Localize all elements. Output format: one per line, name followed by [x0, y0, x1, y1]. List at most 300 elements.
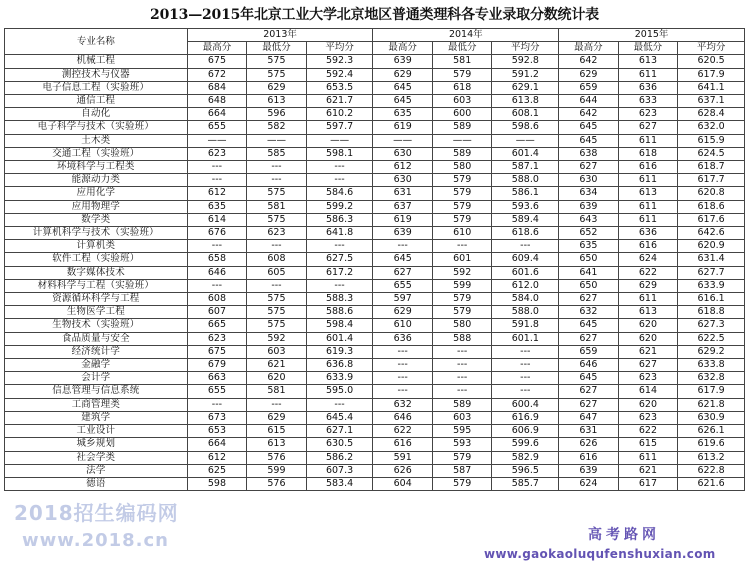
score-cell: 585 [247, 147, 307, 160]
score-cell: --- [247, 240, 307, 253]
score-cell: 627 [618, 359, 678, 372]
score-cell: 615 [247, 425, 307, 438]
score-cell: 625 [187, 464, 247, 477]
score-cell: 627 [559, 385, 619, 398]
score-cell: 645 [559, 319, 619, 332]
score-cell: 637.1 [678, 95, 745, 108]
table-row [5, 200, 745, 213]
score-cell: 611 [618, 134, 678, 147]
score-cell: 619.6 [678, 438, 745, 451]
score-cell: 601.6 [492, 266, 559, 279]
score-cell: 592 [432, 266, 492, 279]
score-cell: 616 [618, 240, 678, 253]
score-cell: 575 [247, 68, 307, 81]
score-cell: 600.4 [492, 398, 559, 411]
score-cell: 575 [247, 55, 307, 68]
score-cell: 592 [247, 332, 307, 345]
score-cell: 620.9 [678, 240, 745, 253]
score-cell: 627.1 [306, 425, 373, 438]
score-cell: 582.9 [492, 451, 559, 464]
score-cell: 588.0 [492, 306, 559, 319]
score-cell: --- [432, 345, 492, 358]
score-cell: 642 [559, 55, 619, 68]
score-cell: --- [373, 359, 433, 372]
score-cell: 627 [559, 293, 619, 306]
score-cell: 626 [559, 438, 619, 451]
score-cell: 576 [247, 451, 307, 464]
score-cell: 612.0 [492, 279, 559, 292]
watermark-text: 2018招生编码网 [14, 501, 179, 525]
score-cell: 645 [373, 95, 433, 108]
score-cell: 611 [618, 213, 678, 226]
score-cell: 611 [618, 68, 678, 81]
major-name-cell: 土木类 [5, 134, 188, 147]
score-cell: 607 [187, 306, 247, 319]
score-cell: --- [247, 161, 307, 174]
score-cell: 582 [247, 121, 307, 134]
score-cell: 588.0 [492, 174, 559, 187]
score-cell: 632 [373, 398, 433, 411]
score-cell: 586.3 [306, 213, 373, 226]
score-cell: 659 [559, 345, 619, 358]
table-row [5, 385, 745, 398]
table-row [5, 187, 745, 200]
score-cell: 609.4 [492, 253, 559, 266]
score-cell: 655 [373, 279, 433, 292]
score-cell: 629 [247, 81, 307, 94]
major-name-cell: 应用物理学 [5, 200, 188, 213]
major-name-cell: 资源循环科学与工程 [5, 293, 188, 306]
score-cell: 629.2 [678, 345, 745, 358]
table-row [5, 81, 745, 94]
table-row [5, 319, 745, 332]
score-cell: 612 [187, 451, 247, 464]
year-header: 2015年 [559, 29, 745, 42]
score-cell: 596 [247, 108, 307, 121]
score-cell: 627.3 [678, 319, 745, 332]
score-cell: 610.2 [306, 108, 373, 121]
score-cell: 613 [618, 55, 678, 68]
score-cell: —— [492, 134, 559, 147]
table-row [5, 411, 745, 424]
score-cell: 606.9 [492, 425, 559, 438]
score-cell: 630.9 [678, 411, 745, 424]
table-row [5, 121, 745, 134]
major-name-cell: 食品质量与安全 [5, 332, 188, 345]
score-cell: 580 [432, 161, 492, 174]
score-cell: 636 [618, 81, 678, 94]
score-cell: 623 [187, 332, 247, 345]
score-cell: 613 [618, 187, 678, 200]
score-cell: 586.1 [492, 187, 559, 200]
major-name-cell: 电子科学与技术（实验班） [5, 121, 188, 134]
score-cell: 641.8 [306, 227, 373, 240]
score-cell: --- [187, 279, 247, 292]
score-cell: 592.8 [492, 55, 559, 68]
score-cell: 587 [432, 464, 492, 477]
score-cell: 601.4 [492, 147, 559, 160]
score-cell: 591.2 [492, 68, 559, 81]
score-cell: —— [432, 134, 492, 147]
score-cell: 605 [247, 266, 307, 279]
major-name-cell: 法学 [5, 464, 188, 477]
score-cell: 575 [247, 319, 307, 332]
major-name-cell: 建筑学 [5, 411, 188, 424]
score-cell: 623 [247, 227, 307, 240]
score-cell: 598.1 [306, 147, 373, 160]
score-cell: 628.4 [678, 108, 745, 121]
score-cell: 581 [247, 200, 307, 213]
score-cell: --- [306, 240, 373, 253]
table-row [5, 108, 745, 121]
score-cell: 597.7 [306, 121, 373, 134]
score-cell: 627 [559, 332, 619, 345]
score-cell: 633.9 [306, 372, 373, 385]
score-cell: --- [432, 385, 492, 398]
score-cell: --- [373, 385, 433, 398]
major-name-cell: 经济统计学 [5, 345, 188, 358]
score-cell: 608 [247, 253, 307, 266]
table-row [5, 372, 745, 385]
major-name-cell: 德语 [5, 477, 188, 490]
score-cell: 608 [187, 293, 247, 306]
score-cell: 575 [247, 293, 307, 306]
score-cell: 635 [373, 108, 433, 121]
score-cell: 626.1 [678, 425, 745, 438]
subcol-header: 最低分 [618, 42, 678, 55]
score-cell: 632.0 [678, 121, 745, 134]
table-row [5, 451, 745, 464]
score-cell: 645 [373, 253, 433, 266]
score-cell: 619 [373, 213, 433, 226]
score-cell: --- [492, 359, 559, 372]
score-cell: --- [492, 345, 559, 358]
score-cell: 587.1 [492, 161, 559, 174]
score-cell: 603 [432, 95, 492, 108]
score-cell: 595.0 [306, 385, 373, 398]
watermark-url: www.2018.cn [22, 530, 169, 551]
score-cell: 639 [559, 464, 619, 477]
score-cell: 612 [187, 187, 247, 200]
score-cell: 627.5 [306, 253, 373, 266]
score-cell: 579 [432, 174, 492, 187]
score-cell: 641 [559, 266, 619, 279]
major-name-cell: 数字媒体技术 [5, 266, 188, 279]
score-cell: 642.6 [678, 227, 745, 240]
table-row [5, 213, 745, 226]
score-cell: 588.3 [306, 293, 373, 306]
score-cell: 636.8 [306, 359, 373, 372]
score-cell: 614 [618, 385, 678, 398]
score-cell: 673 [187, 411, 247, 424]
score-cell: 621.7 [306, 95, 373, 108]
score-cell: 611 [618, 293, 678, 306]
score-cell: 579 [432, 200, 492, 213]
score-cell: 635 [187, 200, 247, 213]
major-name-cell: 生物技术（实验班） [5, 319, 188, 332]
score-cell: --- [492, 372, 559, 385]
major-name-cell: 城乡规划 [5, 438, 188, 451]
brand-watermark: 高考路网 [588, 527, 660, 543]
score-cell: 630 [559, 174, 619, 187]
score-cell: --- [187, 398, 247, 411]
subcol-header: 最高分 [187, 42, 247, 55]
major-name-cell: 软件工程（实验班） [5, 253, 188, 266]
score-cell: 624.5 [678, 147, 745, 160]
score-cell: 608.1 [492, 108, 559, 121]
score-cell: 637 [373, 200, 433, 213]
major-name-cell: 计算机类 [5, 240, 188, 253]
table-row [5, 227, 745, 240]
subcol-header: 平均分 [492, 42, 559, 55]
score-cell: 646 [187, 266, 247, 279]
table-row [5, 266, 745, 279]
score-cell: 599.2 [306, 200, 373, 213]
score-cell: 653.5 [306, 81, 373, 94]
score-cell: 579 [432, 293, 492, 306]
score-cell: 627.7 [678, 266, 745, 279]
score-cell: 675 [187, 55, 247, 68]
table-row [5, 174, 745, 187]
score-cell: 581 [432, 55, 492, 68]
score-cell: 615 [618, 438, 678, 451]
score-cell: 588 [432, 332, 492, 345]
score-cell: 648 [187, 95, 247, 108]
score-cell: 618 [618, 147, 678, 160]
score-cell: 623 [618, 411, 678, 424]
score-cell: 631 [373, 187, 433, 200]
score-cell: 622.8 [678, 464, 745, 477]
score-cell: 622 [618, 425, 678, 438]
score-cell: 620 [618, 319, 678, 332]
major-name-cell: 自动化 [5, 108, 188, 121]
score-cell: 631.4 [678, 253, 745, 266]
score-cell: 646 [373, 411, 433, 424]
score-cell: 629.1 [492, 81, 559, 94]
major-name-cell: 数学类 [5, 213, 188, 226]
score-cell: 584.6 [306, 187, 373, 200]
score-cell: 621 [247, 359, 307, 372]
score-cell: 630 [373, 174, 433, 187]
score-cell: —— [247, 134, 307, 147]
score-cell: 632.8 [678, 372, 745, 385]
score-cell: 589.4 [492, 213, 559, 226]
table-row [5, 306, 745, 319]
major-name-cell: 环境科学与工程类 [5, 161, 188, 174]
score-cell: 589 [432, 398, 492, 411]
score-cell: 655 [187, 385, 247, 398]
score-cell: 613 [618, 306, 678, 319]
major-name-cell: 电子信息工程（实验班） [5, 81, 188, 94]
score-cell: 645 [373, 81, 433, 94]
score-cell: 617 [618, 477, 678, 490]
score-cell: --- [373, 372, 433, 385]
table-row [5, 161, 745, 174]
score-cell: --- [247, 279, 307, 292]
score-cell: 617.6 [678, 213, 745, 226]
table-row [5, 332, 745, 345]
table-row [5, 464, 745, 477]
score-cell: 639 [373, 227, 433, 240]
score-cell: 626 [373, 464, 433, 477]
score-cell: 575 [247, 306, 307, 319]
brand-url-watermark: www.gaokaoluqufenshuxian.com [484, 547, 716, 561]
score-cell: 643 [559, 213, 619, 226]
score-cell: 611 [618, 174, 678, 187]
score-cell: 603 [247, 345, 307, 358]
score-cell: 629 [373, 306, 433, 319]
table-row [5, 68, 745, 81]
score-cell: 624 [559, 477, 619, 490]
score-cell: 616 [373, 438, 433, 451]
score-cell: 599 [432, 279, 492, 292]
score-cell: 583.4 [306, 477, 373, 490]
score-cell: 624 [618, 253, 678, 266]
score-cell: 622 [373, 425, 433, 438]
major-name-cell: 能源动力类 [5, 174, 188, 187]
table-row [5, 293, 745, 306]
score-cell: 601.4 [306, 332, 373, 345]
score-cell: 621.6 [678, 477, 745, 490]
score-cell: 644 [559, 95, 619, 108]
score-cell: 579 [432, 451, 492, 464]
score-cell: --- [492, 240, 559, 253]
subcol-header: 最低分 [247, 42, 307, 55]
score-cell: 627 [618, 121, 678, 134]
score-cell: 593 [432, 438, 492, 451]
score-cell: 629 [618, 279, 678, 292]
score-cell: 601.1 [492, 332, 559, 345]
subcol-header: 最低分 [432, 42, 492, 55]
table-row [5, 147, 745, 160]
score-cell: 596.5 [492, 464, 559, 477]
score-cell: 588.6 [306, 306, 373, 319]
score-cell: 633.9 [678, 279, 745, 292]
score-cell: 616 [618, 161, 678, 174]
score-cell: 631 [559, 425, 619, 438]
year-header: 2013年 [187, 29, 373, 42]
score-cell: 633.8 [678, 359, 745, 372]
score-cell: 598 [187, 477, 247, 490]
score-cell: 642 [559, 108, 619, 121]
major-name-cell: 通信工程 [5, 95, 188, 108]
score-cell: 598.6 [492, 121, 559, 134]
score-cell: 630 [373, 147, 433, 160]
table-body [5, 55, 745, 491]
score-cell: 672 [187, 68, 247, 81]
score-cell: 618 [432, 81, 492, 94]
table-row [5, 253, 745, 266]
score-cell: 620.8 [678, 187, 745, 200]
score-cell: 597 [373, 293, 433, 306]
score-cell: 581 [247, 385, 307, 398]
table-row [5, 55, 745, 68]
score-cell: 684 [187, 81, 247, 94]
score-cell: 601 [432, 253, 492, 266]
score-cell: 645 [559, 134, 619, 147]
major-name-cell: 会计学 [5, 372, 188, 385]
score-cell: 634 [559, 187, 619, 200]
score-cell: 617.9 [678, 68, 745, 81]
score-cell: 627 [559, 398, 619, 411]
score-cell: 629 [247, 411, 307, 424]
score-cell: 575 [247, 213, 307, 226]
table-row [5, 134, 745, 147]
score-cell: 615.9 [678, 134, 745, 147]
score-cell: 616.1 [678, 293, 745, 306]
score-cell: 629 [373, 68, 433, 81]
score-cell: 618.6 [678, 200, 745, 213]
score-cell: 617.7 [678, 174, 745, 187]
score-cell: 607.3 [306, 464, 373, 477]
score-cell: 645 [559, 121, 619, 134]
score-cell: 658 [187, 253, 247, 266]
score-cell: 621 [618, 464, 678, 477]
score-cell: 618.8 [678, 306, 745, 319]
score-cell: 632 [559, 306, 619, 319]
table-row [5, 279, 745, 292]
score-cell: 636 [373, 332, 433, 345]
score-cell: 652 [559, 227, 619, 240]
score-cell: 575 [247, 187, 307, 200]
score-cell: 589 [432, 121, 492, 134]
major-name-cell: 信息管理与信息系统 [5, 385, 188, 398]
score-cell: 627 [373, 266, 433, 279]
score-cell: 650 [559, 253, 619, 266]
score-cell: 600 [432, 108, 492, 121]
major-name-cell: 工业设计 [5, 425, 188, 438]
score-cell: 664 [187, 108, 247, 121]
score-cell: --- [306, 174, 373, 187]
subcol-header: 平均分 [306, 42, 373, 55]
score-cell: 641.1 [678, 81, 745, 94]
score-cell: 611 [618, 200, 678, 213]
score-cell: 679 [187, 359, 247, 372]
major-column-header: 专业名称 [5, 29, 188, 55]
score-cell: —— [187, 134, 247, 147]
major-name-cell: 应用化学 [5, 187, 188, 200]
score-cell: 629 [559, 68, 619, 81]
major-name-cell: 社会学类 [5, 451, 188, 464]
score-cell: 659 [559, 81, 619, 94]
subcol-header: 最高分 [559, 42, 619, 55]
score-cell: 676 [187, 227, 247, 240]
major-name-cell: 测控技术与仪器 [5, 68, 188, 81]
score-cell: 620 [247, 372, 307, 385]
score-cell: 655 [187, 121, 247, 134]
score-cell: 623 [618, 108, 678, 121]
score-cell: 653 [187, 425, 247, 438]
score-cell: 591 [373, 451, 433, 464]
score-cell: 593.6 [492, 200, 559, 213]
major-name-cell: 交通工程（实验班） [5, 147, 188, 160]
score-cell: 613.2 [678, 451, 745, 464]
table-row [5, 425, 745, 438]
year-header: 2014年 [373, 29, 559, 42]
score-cell: --- [306, 398, 373, 411]
score-cell: 579 [432, 306, 492, 319]
header-row-years [5, 29, 745, 42]
score-cell: 614 [187, 213, 247, 226]
score-cell: 589 [432, 147, 492, 160]
score-cell: 622 [618, 266, 678, 279]
major-name-cell: 机械工程 [5, 55, 188, 68]
score-cell: 617.9 [678, 385, 745, 398]
score-cell: 591.8 [492, 319, 559, 332]
score-cell: 620.5 [678, 55, 745, 68]
score-cell: 613.8 [492, 95, 559, 108]
score-cell: --- [187, 161, 247, 174]
